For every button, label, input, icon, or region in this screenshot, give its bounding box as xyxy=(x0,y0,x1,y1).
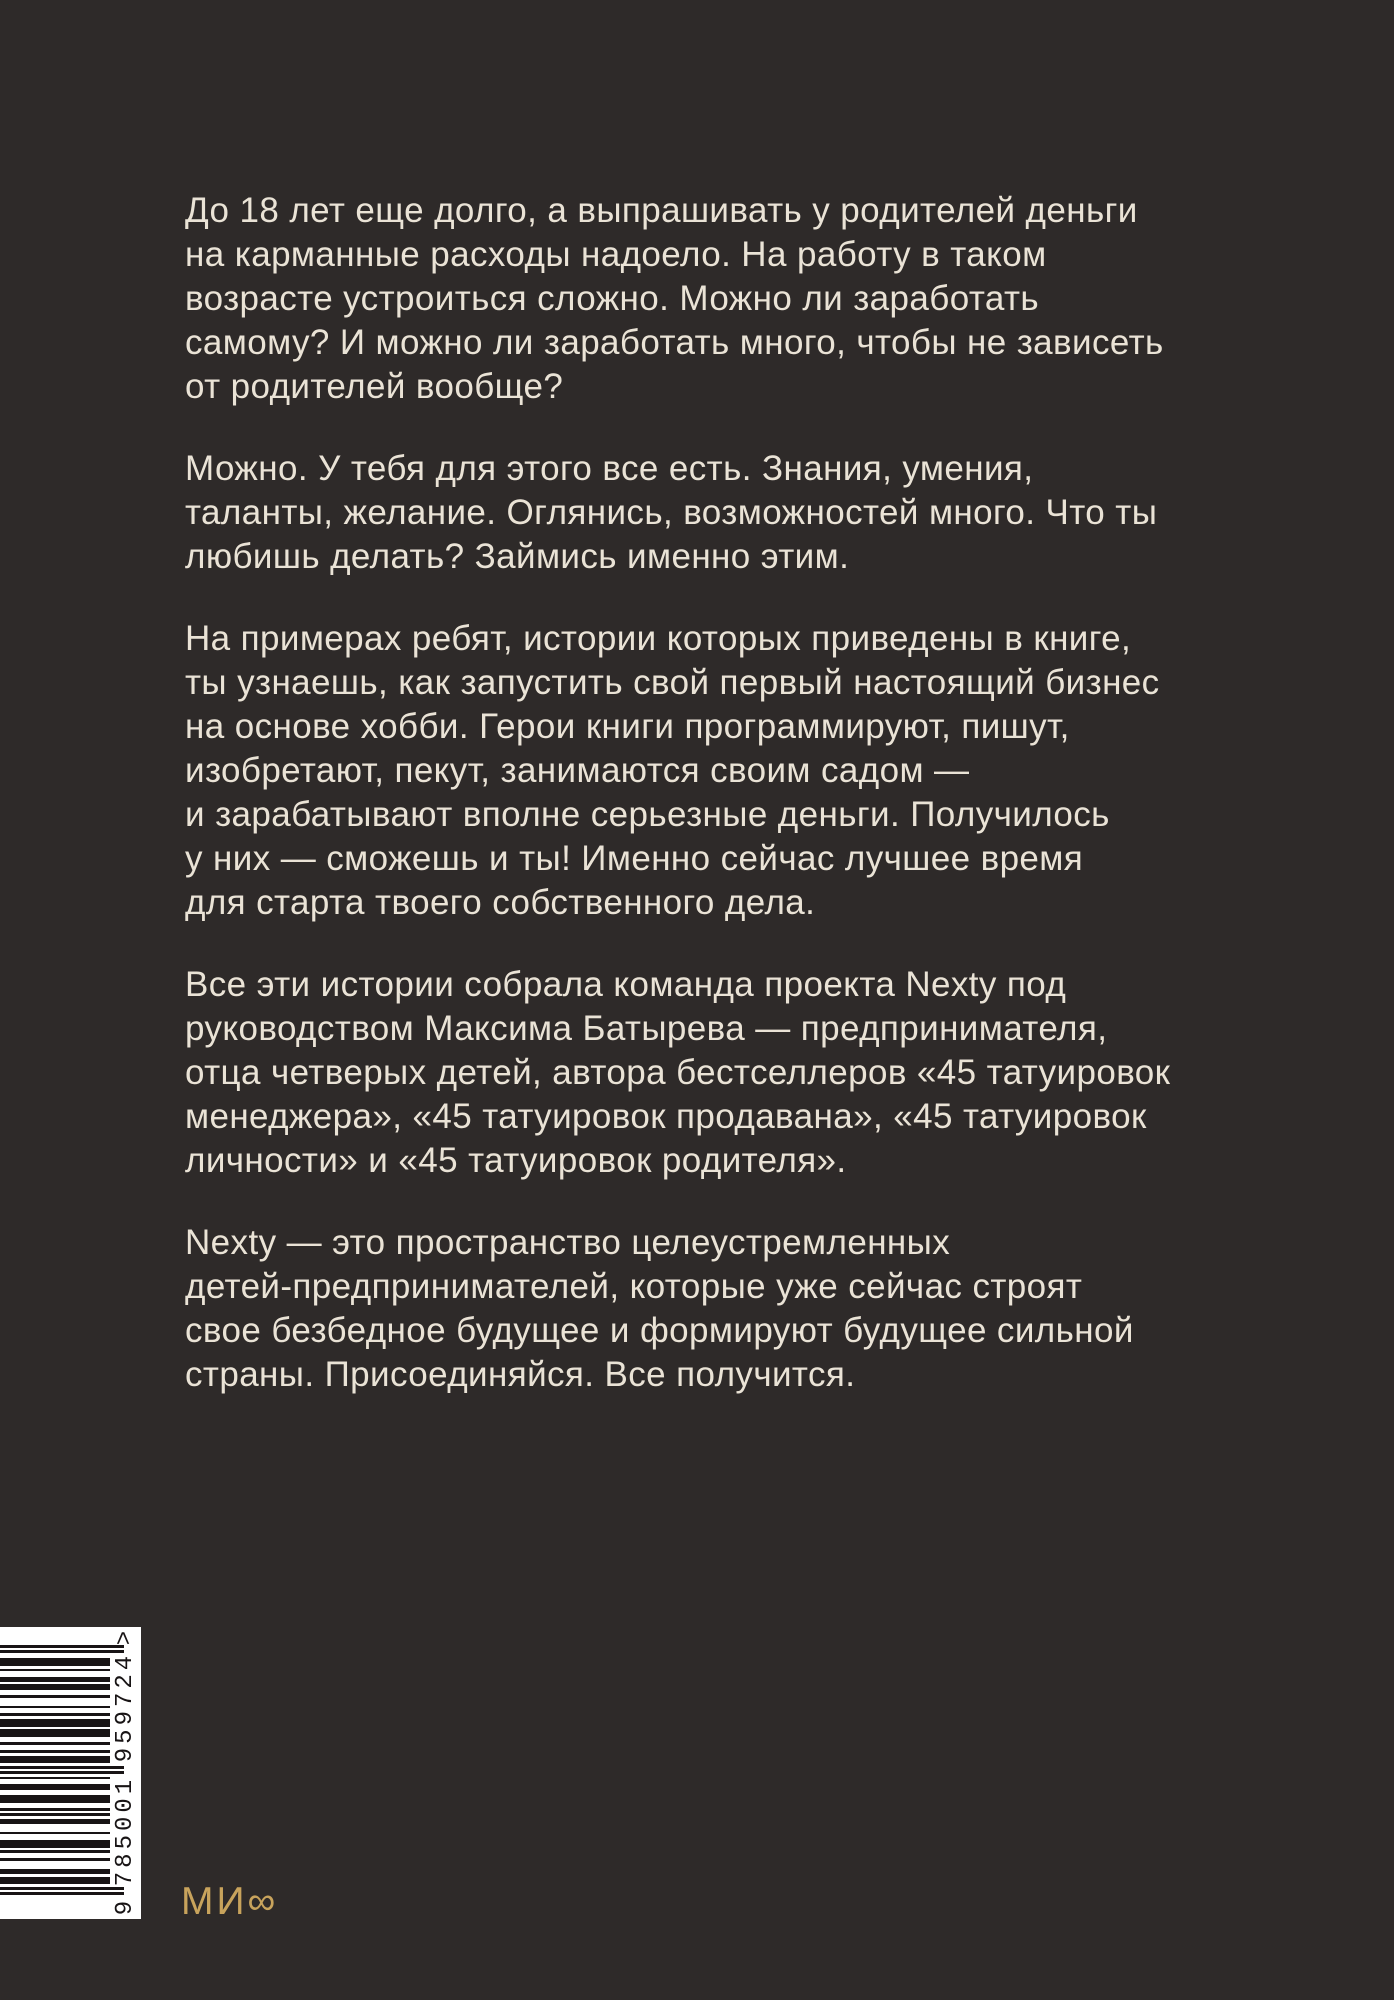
barcode-bar xyxy=(0,1869,110,1874)
cover-text-line: для старта твоего собственного дела. xyxy=(185,883,816,922)
barcode-right-group: 959724 xyxy=(112,1651,139,1763)
cover-text-line: от родителей вообще? xyxy=(185,367,564,406)
barcode-bar xyxy=(0,1887,124,1890)
cover-paragraph xyxy=(185,617,1265,925)
barcode-left-group: 785001 xyxy=(112,1775,139,1887)
cover-text-line: самому? И можно ли заработать много, чтобы не зависеть xyxy=(185,323,1164,362)
publisher-logo: МИ∞ xyxy=(181,1880,279,1923)
cover-text-line: Nexty — это пространство целеустремленных xyxy=(185,1223,951,1262)
barcode-bar xyxy=(0,1713,110,1716)
barcode-bar xyxy=(0,1669,110,1672)
cover-text-line: ты узнаешь, как запустить свой первый настоящий бизнес xyxy=(185,663,1160,702)
cover-paragraph xyxy=(185,1221,1265,1397)
barcode-digits-row xyxy=(111,1627,141,1919)
cover-paragraph xyxy=(185,963,1265,1183)
cover-text-line: детей-предпринимателей, которые уже сейчас строят xyxy=(185,1267,1083,1306)
barcode-bar xyxy=(0,1719,110,1727)
cover-text-block xyxy=(185,189,1265,1397)
barcode-bar xyxy=(0,1785,110,1790)
barcode-bar xyxy=(0,1795,110,1803)
barcode-trailing-char: > xyxy=(112,1630,139,1646)
cover-text-line: любишь делать? Займись именно этим. xyxy=(185,537,850,576)
barcode-bar xyxy=(0,1819,110,1824)
barcode-bar xyxy=(0,1877,110,1885)
cover-text-line: руководством Максима Батырева — предпринимателя, xyxy=(185,1009,1108,1048)
cover-text-line: изобретают, пекут, занимаются своим садом — xyxy=(185,751,970,790)
cover-text-line: и зарабатывают вполне серьезные деньги. Получилось xyxy=(185,795,1110,834)
cover-text-line: у них — сможешь и ты! Именно сейчас лучшее время xyxy=(185,839,1084,878)
barcode-bar xyxy=(0,1766,124,1769)
cover-text-line: страны. Присоединяйся. Все получится. xyxy=(185,1355,856,1394)
cover-text-line: на основе хобби. Герои книги программируют, пишут, xyxy=(185,707,1070,746)
barcode-bar xyxy=(0,1850,110,1853)
cover-text-line: На примерах ребят, истории которых приведены в книге, xyxy=(185,619,1132,658)
barcode-bar xyxy=(0,1756,110,1764)
barcode-bar xyxy=(0,1742,110,1745)
barcode-bar xyxy=(0,1685,110,1690)
barcode-bar xyxy=(0,1832,110,1835)
cover-text-line: возрасте устроиться сложно. Можно ли заработать xyxy=(185,279,1040,318)
cover-text-line: До 18 лет еще долго, а выпрашивать у родителей деньги xyxy=(185,191,1138,230)
cover-text-line: таланты, желание. Оглянись, возможностей много. Что ты xyxy=(185,493,1158,532)
barcode-first-digit: 9 xyxy=(112,1900,139,1916)
barcode-bar xyxy=(0,1771,124,1774)
barcode-block xyxy=(0,1627,141,1919)
cover-text-line: на карманные расходы надоело. На работу в таком xyxy=(185,235,1047,274)
barcode-bar xyxy=(0,1706,110,1709)
cover-paragraph xyxy=(185,447,1265,579)
barcode-bar xyxy=(0,1858,110,1861)
barcode-bar xyxy=(0,1695,110,1698)
cover-text-line: свое безбедное будущее и формируют будущее сильной xyxy=(185,1311,1134,1350)
barcode-bar xyxy=(0,1650,124,1653)
cover-paragraph xyxy=(185,189,1265,409)
cover-text-line: отца четверых детей, автора бестселлеров «45 татуировок xyxy=(185,1053,1171,1092)
barcode-bar xyxy=(0,1840,110,1848)
barcode-bar xyxy=(0,1729,110,1737)
barcode-bar xyxy=(0,1658,110,1666)
barcode-bar xyxy=(0,1645,124,1648)
cover-text-line: менеджера», «45 татуировок продавана», «45 татуировок xyxy=(185,1097,1147,1136)
barcode-bar xyxy=(0,1813,110,1816)
barcode-bar xyxy=(0,1808,110,1811)
barcode-bar xyxy=(0,1750,110,1753)
barcode-bar xyxy=(0,1892,124,1895)
cover-text-line: личности» и «45 татуировок родителя». xyxy=(185,1141,847,1180)
barcode-bar xyxy=(0,1677,110,1682)
cover-text-line: Можно. У тебя для этого все есть. Знания, умения, xyxy=(185,449,1034,488)
barcode-bar xyxy=(0,1777,110,1780)
barcode-rotated-wrapper xyxy=(0,1627,141,1919)
cover-text-line: Все эти истории собрала команда проекта Nexty под xyxy=(185,965,1067,1004)
